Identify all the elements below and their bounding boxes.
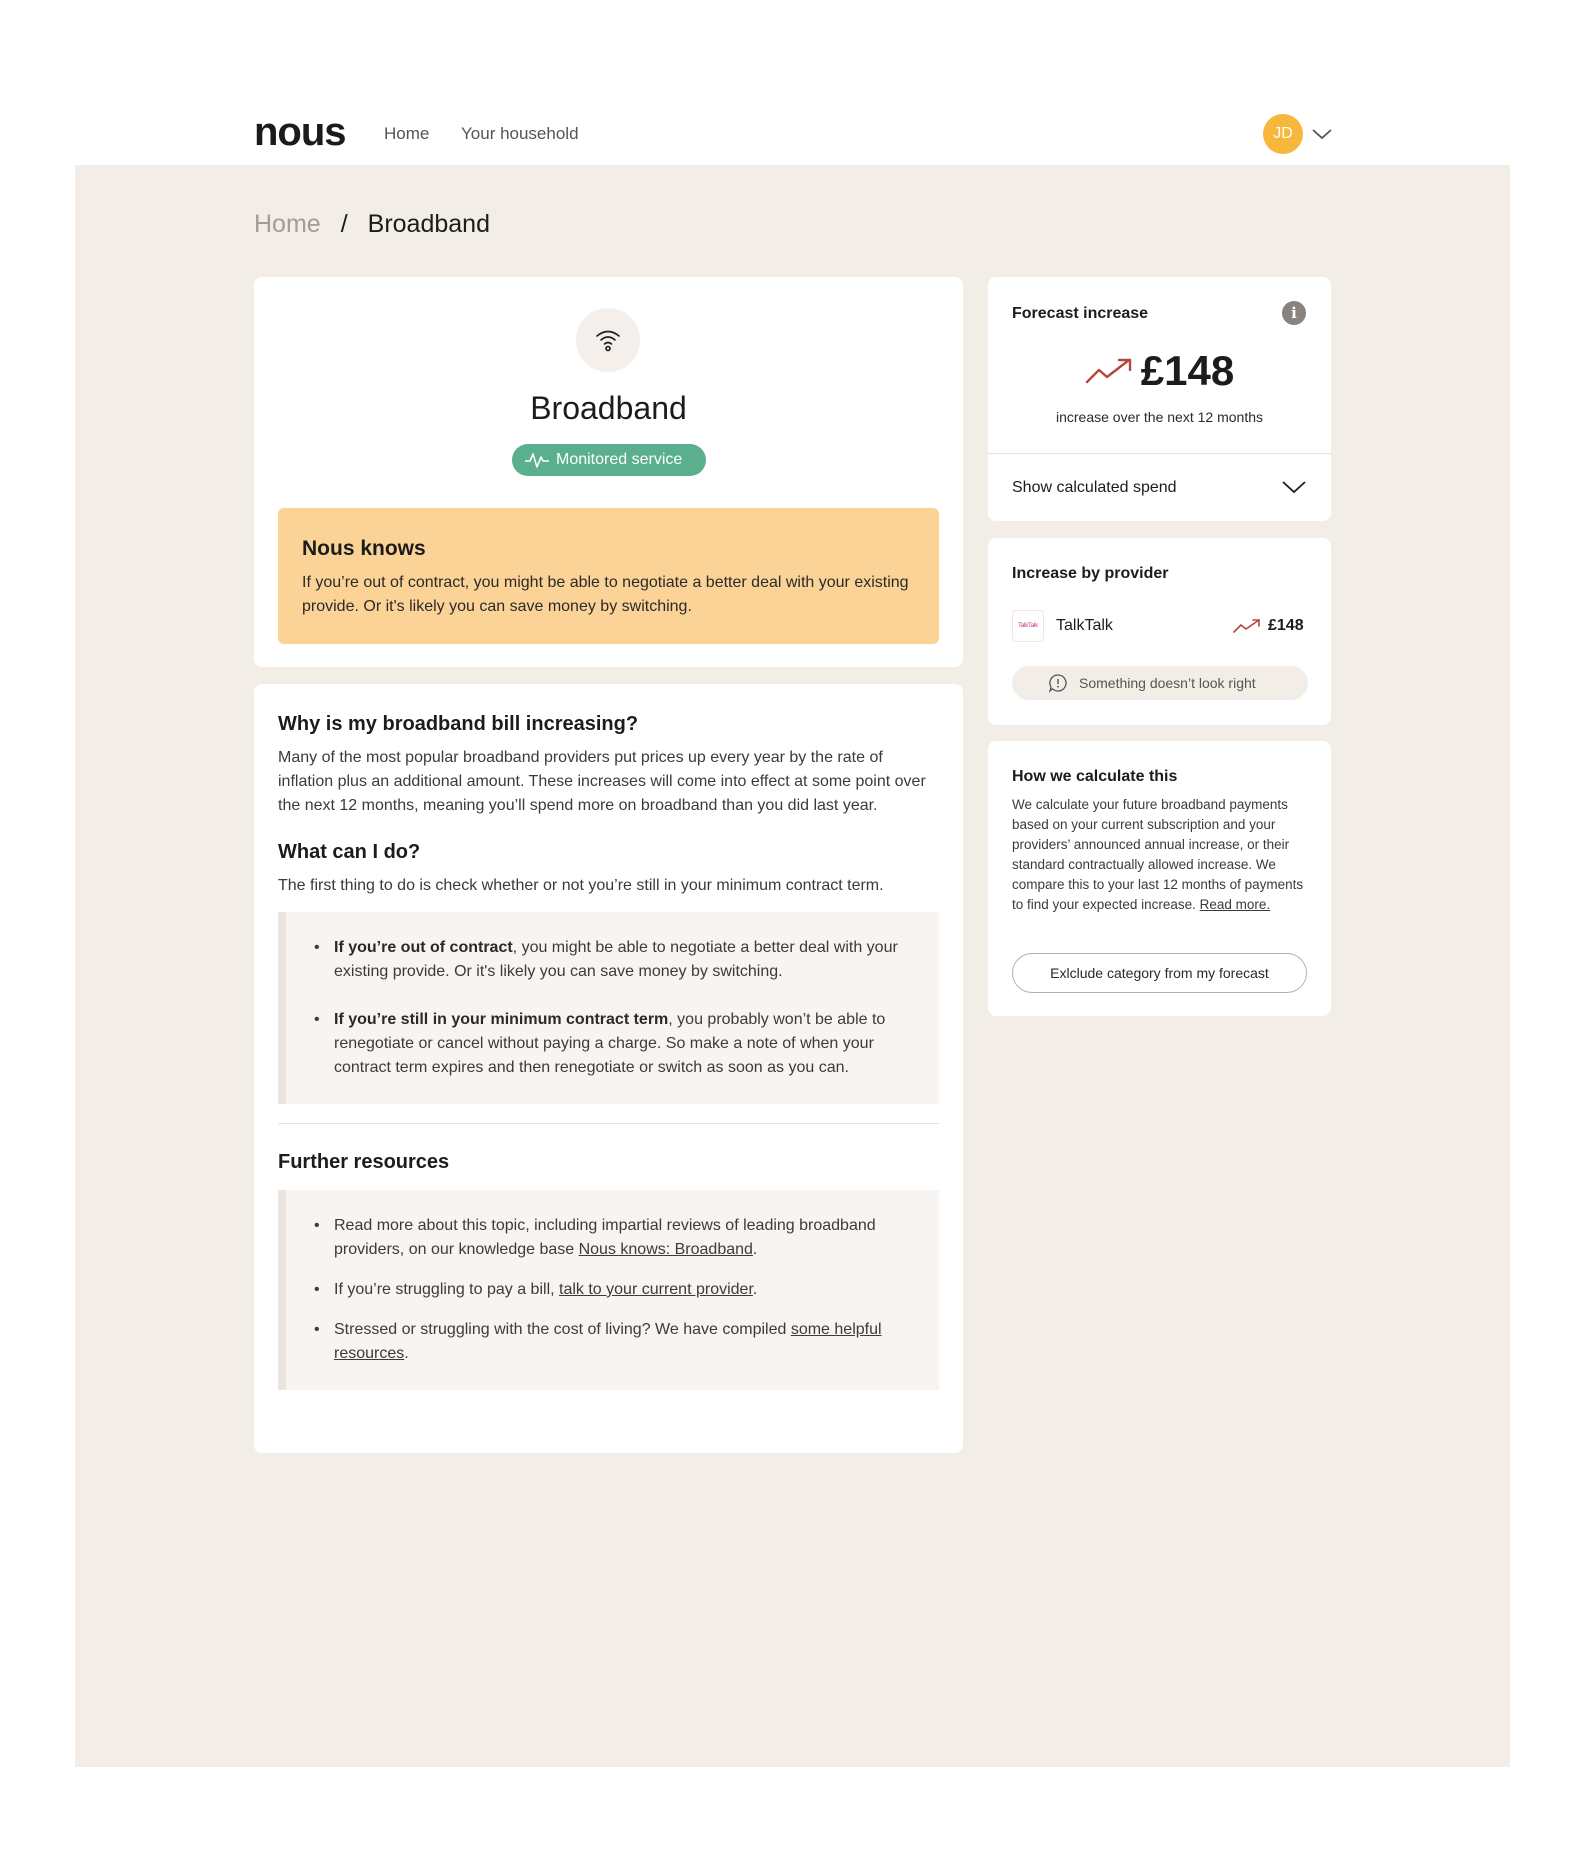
provider-card-title: Increase by provider <box>1012 565 1169 582</box>
resources-list <box>310 1214 915 1366</box>
resource-text-end: . <box>404 1345 409 1362</box>
breadcrumb-current: Broadband <box>367 210 490 238</box>
resource-text-end: . <box>752 1241 758 1258</box>
list-item <box>310 1008 915 1080</box>
helpful-resources-link[interactable]: some helpful resources <box>334 1321 882 1362</box>
resource-text: Stressed or struggling with the cost of living? We have compiled <box>334 1321 791 1338</box>
advice-block <box>278 912 939 1104</box>
list-item <box>310 1278 915 1302</box>
forecast-card <box>988 277 1331 521</box>
resource-text: If you’re struggling to pay a bill, <box>334 1281 560 1298</box>
list-item <box>310 1214 915 1262</box>
advice-bold: If you’re out of contract <box>334 939 513 956</box>
info-icon[interactable]: i <box>1282 301 1306 325</box>
badge-label: Monitored service <box>556 451 683 468</box>
advice-text: , you probably won’t be able to renegotiate or cancel without paying a charge. So make a note of when your contract term expires and then renegotiate or switch as soon as you can. <box>334 1011 886 1076</box>
further-resources-heading: Further resources <box>278 1151 450 1173</box>
why-heading: Why is my broadband bill increasing? <box>278 713 639 735</box>
breadcrumb <box>254 208 490 240</box>
what-paragraph: The first thing to do is check whether or not you’re still in your minimum contract term. <box>278 877 884 894</box>
resource-text-end: . <box>752 1281 758 1298</box>
calculation-text <box>1012 795 1312 915</box>
card-divider <box>988 453 1331 454</box>
forecast-subtitle: increase over the next 12 months <box>1055 409 1263 425</box>
monitored-service-badge <box>512 444 706 476</box>
resource-text: Read more about this topic, including impartial reviews of leading broadband providers, on our knowledge base <box>334 1217 876 1258</box>
list-item <box>310 1318 915 1366</box>
advice-list <box>310 936 915 1080</box>
report-issue-label: Something doesn’t look right <box>1079 675 1256 691</box>
nous-knows-broadband-link[interactable]: Nous knows: Broadband <box>578 1241 753 1258</box>
user-avatar[interactable]: JD <box>1263 114 1303 154</box>
service-summary-card <box>254 277 963 667</box>
breadcrumb-home-link[interactable]: Home <box>254 210 321 238</box>
increase-by-provider-card <box>988 538 1331 725</box>
nous-knows-text: If you’re out of contract, you might be able to negotiate a better deal with your existing provide. Or it's likely you can save money by switching. <box>302 574 909 615</box>
read-more-link[interactable]: Read more. <box>1199 897 1271 912</box>
why-paragraph: Many of the most popular broadband providers put prices up every year by the rate of inflation plus an additional amount. These increases will come into effect at some point over the next 12 months, meaning you’ll spend more on broadband than you did last year. <box>278 749 926 814</box>
chevron-down-icon[interactable] <box>1310 122 1334 146</box>
chevron-down-icon[interactable] <box>1280 473 1308 501</box>
nav-home-link[interactable]: Home <box>384 124 430 143</box>
trend-up-icon <box>1233 618 1261 634</box>
list-item <box>310 936 915 984</box>
what-heading: What can I do? <box>278 841 421 863</box>
provider-amount: £148 <box>1268 617 1304 634</box>
top-header <box>0 0 1589 165</box>
forecast-title: Forecast increase <box>1012 305 1149 322</box>
service-icon-container <box>576 308 640 372</box>
section-divider <box>278 1123 939 1124</box>
advice-bold: If you’re still in your minimum contract term <box>334 1011 669 1028</box>
advice-text: , you might be able to negotiate a better deal with your existing provide. Or it's likely you can save money by switching. <box>334 939 898 980</box>
exclude-category-button[interactable]: Exlclude category from my forecast <box>1012 953 1307 993</box>
pulse-icon <box>524 450 550 470</box>
nous-logo[interactable]: nous <box>254 110 346 154</box>
alert-message-icon <box>1048 673 1068 693</box>
talk-to-provider-link[interactable]: talk to your current provider <box>559 1281 753 1298</box>
report-issue-button[interactable] <box>1012 666 1308 700</box>
nous-knows-title: Nous knows <box>302 537 426 560</box>
show-calculated-spend-toggle[interactable]: Show calculated spend <box>1012 479 1177 496</box>
forecast-amount-value: £148 <box>1140 347 1235 394</box>
nav-household-link[interactable]: Your household <box>461 124 579 143</box>
article-card <box>254 684 963 1453</box>
service-title: Broadband <box>530 390 687 426</box>
breadcrumb-separator: / <box>340 210 348 238</box>
nous-knows-callout <box>278 508 939 644</box>
talktalk-logo: TalkTalk <box>1012 610 1044 642</box>
provider-name: TalkTalk <box>1056 617 1113 634</box>
trend-up-icon <box>1085 357 1133 385</box>
calculation-body: We calculate your future broadband payments based on your current subscription and your providers’ announced annual increase, or their standard contractually allowed increase. We compare this to your last 12 months of payments to find your expected increase. <box>1012 797 1304 912</box>
resources-block <box>278 1190 939 1390</box>
calculation-title: How we calculate this <box>1012 768 1178 785</box>
forecast-amount <box>988 345 1331 397</box>
how-we-calculate-card <box>988 741 1331 1016</box>
wifi-icon <box>594 326 622 354</box>
